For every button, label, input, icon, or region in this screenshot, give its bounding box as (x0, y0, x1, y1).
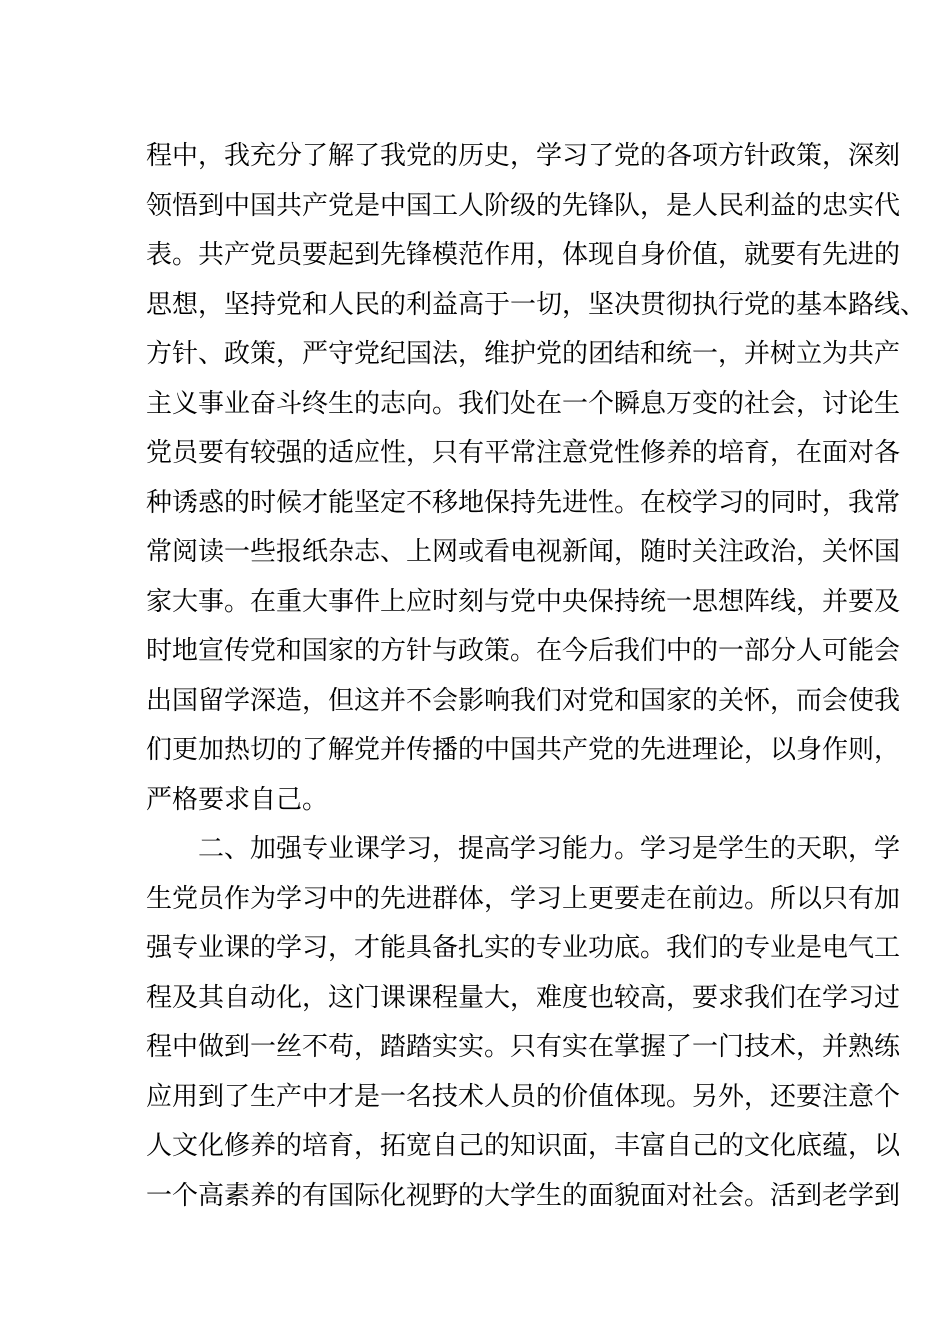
document-body (146, 132, 927, 1221)
text-line: 领悟到中国共产党是中国工人阶级的先锋队，是人民利益的忠实代 (146, 190, 901, 221)
text-line: 出国留学深造，但这并不会影响我们对党和国家的关怀，而会使我 (146, 685, 901, 716)
text-line: 生党员作为学习中的先进群体，学习上更要走在前边。所以只有加 (146, 883, 901, 914)
text-line: 们更加热切的了解党并传播的中国共产党的先进理论，以身作则， (146, 735, 901, 765)
text-line: 种诱惑的时候才能坚定不移地保持先进性。在校学习的同时，我常 (146, 487, 901, 518)
text-line: 人文化修养的培育，拓宽自己的知识面，丰富自己的文化底蕴，以 (146, 1131, 901, 1161)
text-line: 方针、政策，严守党纪国法，维护党的团结和统一，并树立为共产 (146, 339, 901, 369)
text-line: 表。共产党员要起到先锋模范作用，体现自身价值，就要有先进的 (146, 240, 901, 270)
text-line: 严格要求自己。 (146, 784, 329, 815)
text-line: 思想，坚持党和人民的利益高于一切，坚决贯彻执行党的基本路线、 (146, 289, 927, 320)
text-line: 程中做到一丝不苟，踏踏实实。只有实在掌握了一门技术，并熟练 (146, 1032, 901, 1062)
text-line: 强专业课的学习，才能具备扎实的专业功底。我们的专业是电气工 (146, 933, 901, 963)
text-line: 程中，我充分了解了我党的历史，学习了党的各项方针政策，深刻 (146, 141, 901, 171)
text-line: 程及其自动化，这门课课程量大，难度也较高，要求我们在学习过 (146, 982, 901, 1013)
text-line: 家大事。在重大事件上应时刻与党中央保持统一思想阵线，并要及 (146, 586, 901, 617)
text-line: 常阅读一些报纸杂志、上网或看电视新闻，随时关注政治，关怀国 (146, 537, 901, 567)
text-line: 党员要有较强的适应性，只有平常注意党性修养的培育，在面对各 (146, 438, 901, 468)
text-line: 主义事业奋斗终生的志向。我们处在一个瞬息万变的社会，讨论生 (146, 388, 901, 419)
text-line: 应用到了生产中才是一名技术人员的价值体现。另外，还要注意个 (146, 1081, 901, 1112)
paragraph-first-line: 二、加强专业课学习，提高学习能力。学习是学生的天职，学 (198, 834, 901, 864)
text-line: 时地宣传党和国家的方针与政策。在今后我们中的一部分人可能会 (146, 636, 901, 666)
text-line: 一个高素养的有国际化视野的大学生的面貌面对社会。活到老学到 (146, 1180, 901, 1211)
